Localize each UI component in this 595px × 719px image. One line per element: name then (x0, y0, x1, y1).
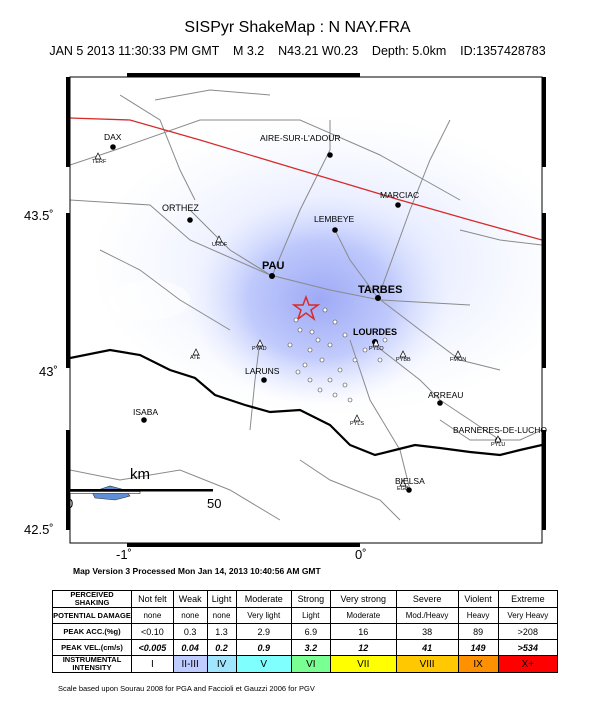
legend-cell: 38 (396, 624, 458, 640)
scale-min: 0 (66, 496, 74, 511)
legend-header: PERCEIVED SHAKING (53, 591, 132, 608)
legend-header: PEAK VEL.(cm/s) (53, 640, 132, 656)
intensity-cell: X+ (498, 656, 557, 673)
legend-cell: none (207, 608, 236, 624)
legend-cell: Weak (173, 591, 207, 608)
station-label: FMON (450, 357, 467, 363)
legend-cell: Light (291, 608, 330, 624)
legend-cell: >208 (498, 624, 557, 640)
intensity-cell: I (132, 656, 174, 673)
legend-cell: none (173, 608, 207, 624)
legend-cell: none (132, 608, 174, 624)
intensity-cell: IV (207, 656, 236, 673)
lat-label-42-5: 42.5˚ (24, 522, 54, 537)
legend-cell: 6.9 (291, 624, 330, 640)
city-label-laruns: LARUNS (245, 366, 280, 376)
legend-cell: Not felt (132, 591, 174, 608)
city-label-arreau: ARREAU (428, 390, 464, 400)
legend-cell: 3.2 (291, 640, 330, 656)
station-label: PYLO (369, 346, 384, 352)
station-label: ATE (190, 355, 201, 361)
legend-cell: Moderate (236, 591, 291, 608)
station-label: PYAD (252, 346, 267, 352)
legend-row-pgv (53, 640, 558, 656)
legend-header: INSTRUMENTAL INTENSITY (53, 656, 132, 673)
intensity-cell: VI (291, 656, 330, 673)
legend-cell: 12 (330, 640, 396, 656)
page-title: SISPyr ShakeMap : N NAY.FRA (184, 19, 411, 36)
city-label-bielsa: BIELSA (395, 476, 425, 486)
legend-cell: 0.9 (236, 640, 291, 656)
intensity-cell: VIII (396, 656, 458, 673)
intensity-legend (52, 590, 558, 673)
station-label: PYLU (491, 442, 506, 448)
lon-label-0: 0˚ (355, 547, 367, 562)
city-label-barneres: BARNERES-DE-LUCHO (453, 425, 547, 435)
scale-unit: km (130, 466, 150, 483)
legend-row-damage (53, 608, 558, 624)
city-label-lourdes: LOURDES (353, 327, 398, 337)
legend-cell: >534 (498, 640, 557, 656)
station-label: TERF (92, 159, 107, 165)
scale-max: 50 (207, 496, 222, 511)
legend-cell: 2.9 (236, 624, 291, 640)
intensity-cell: VII (330, 656, 396, 673)
legend-cell: <0.005 (132, 640, 174, 656)
city-label-isaba: ISABA (133, 407, 159, 417)
legend-cell: 41 (396, 640, 458, 656)
legend-header: PEAK ACC.(%g) (53, 624, 132, 640)
legend-cell: <0.10 (132, 624, 174, 640)
event-info: JAN 5 2013 11:30:33 PM GMT M 3.2 N43.21 W0.23 Depth: 5.0km ID:1357428783 (49, 44, 546, 58)
station-label: PYBB (396, 357, 411, 363)
legend-cell: Heavy (458, 608, 498, 624)
legend-cell: Light (207, 591, 236, 608)
legend-cell: Violent (458, 591, 498, 608)
city-label-orthez: ORTHEZ (162, 203, 199, 213)
legend-cell: 0.04 (173, 640, 207, 656)
legend-header: POTENTIAL DAMAGE (53, 608, 132, 624)
legend-cell: Very light (236, 608, 291, 624)
legend-cell: Very strong (330, 591, 396, 608)
legend-cell: Very Heavy (498, 608, 557, 624)
city-label-pau: PAU (262, 260, 285, 272)
intensity-cell: V (236, 656, 291, 673)
legend-cell: 0.3 (173, 624, 207, 640)
legend-cell: 0.2 (207, 640, 236, 656)
city-label-lembeye: LEMBEYE (314, 214, 355, 224)
station-label: URDF (212, 242, 228, 248)
legend-row-intensity (53, 656, 558, 673)
lat-label-43: 43˚ (39, 364, 58, 379)
intensity-cell: IX (458, 656, 498, 673)
legend-row-shaking (53, 591, 558, 608)
legend-cell: 149 (458, 640, 498, 656)
intensity-cell: II-III (173, 656, 207, 673)
legend-cell: Moderate (330, 608, 396, 624)
legend-cell: Extreme (498, 591, 557, 608)
version-text: Map Version 3 Processed Mon Jan 14, 2013 10:40:56 AM GMT (73, 566, 321, 576)
lon-label-minus1: -1˚ (116, 547, 132, 562)
legend-cell: Mod./Heavy (396, 608, 458, 624)
legend-cell: 16 (330, 624, 396, 640)
scale-note: Scale based upon Sourau 2008 for PGA and Faccioli et Gauzzi 2006 for PGV (58, 684, 315, 693)
legend-cell: 89 (458, 624, 498, 640)
city-label-marciac: MARCIAC (380, 190, 420, 200)
legend-row-pga (53, 624, 558, 640)
lat-label-43-5: 43.5˚ (24, 208, 54, 223)
legend-cell: 1.3 (207, 624, 236, 640)
legend-cell: Strong (291, 591, 330, 608)
station-label: EGB (397, 486, 409, 492)
legend-cell: Severe (396, 591, 458, 608)
station-label: PYLS (350, 421, 365, 427)
city-label-dax: DAX (104, 132, 122, 142)
city-label-aire: AIRE-SUR-L'ADOUR (260, 133, 341, 143)
city-label-tarbes: TARBES (358, 284, 403, 296)
